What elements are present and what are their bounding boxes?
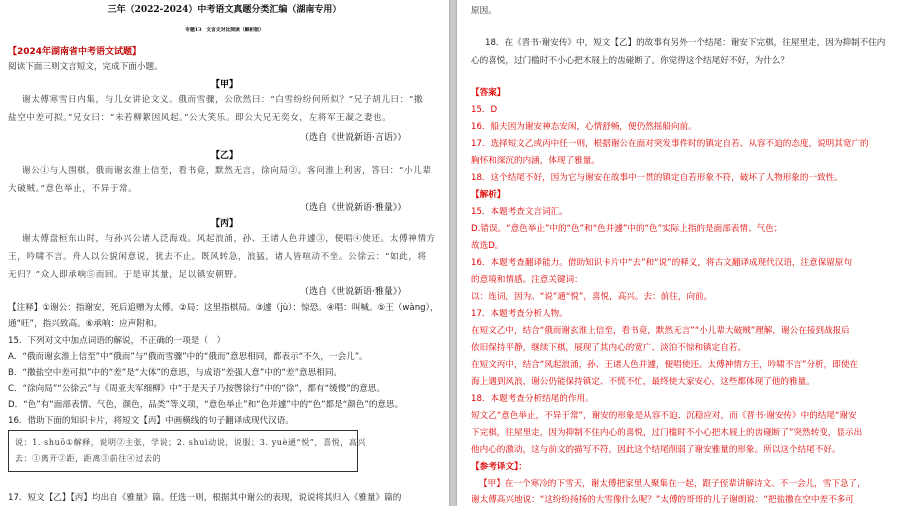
- translation-header: 【参考译文】：: [471, 462, 527, 472]
- question-15-option: D．“色”有“面部表情、气色，颜色，品类”等义项，“意色举止”和“色并遽”中的“色”都是“颜色”的意思。: [8, 400, 404, 410]
- document-subtitle: 专题13 文言文对比阅读（解析版）: [185, 27, 264, 33]
- passage-jia-source: （选自《世说新语·言语》）: [300, 133, 407, 143]
- analysis-line: D.错误。“意色举止”中的“色”和“色并遽”中的“色”实际上指的是面部表情、气色；: [471, 224, 783, 234]
- passage-yi-source: （选自《世说新语·雅量》）: [300, 203, 407, 213]
- analysis-line: 下完棋，往屋里走，因为抑制不住内心的喜悦，过门槛时不小心把木屐上的齿碰断了”突然转变，显示出: [471, 428, 863, 438]
- answer-line: 17．选择短文乙或丙中任一则，根据谢公在面对突发事件时的镇定自若、从容不迫的态度，说明其宽广的: [471, 139, 869, 149]
- question-17-continued: 原因。: [471, 6, 497, 16]
- analysis-line: 16．本题考查翻译能力。借助知识卡片中“去”和“说”的释义，将古文翻译成现代汉语，注意保留原句: [471, 258, 853, 268]
- analysis-line: 以：连词，因为。“说”通“悦”，喜悦，高兴。去：前往，向前。: [471, 292, 713, 302]
- passage-yi-line: 大破贼。”意色举止，不异于常。: [8, 184, 138, 194]
- knowledge-card: [8, 430, 367, 472]
- analysis-line: 短文乙“意色举止，不异于常”，谢安的形象是从容不迫、沉稳应对，而《晋书·谢安传》中的结尾“谢安: [471, 411, 857, 421]
- analysis-line: 17．本题考查分析人物。: [471, 309, 568, 319]
- passage-yi-line: 谢公①与人围棋，俄而谢玄淮上信至，看书竟，默然无言，徐向局②。客问淮上利害，答曰：“小儿辈: [22, 166, 432, 176]
- answer-line: 15．D: [471, 105, 498, 115]
- exam-source-tag: 【2024年湖南省中考语文试题】: [8, 47, 142, 57]
- answer-header: 【答案】: [471, 88, 506, 98]
- knowledge-card-line: 说：1. shuō①解释，说明②主张，学说；2. shuì动说，说服；3. yuè通“悦”，喜悦，高兴: [15, 438, 367, 447]
- annotation-line: 【注释】①谢公：指谢安，死后追赠为太傅。②局：这里指棋局。③遽（jù）：惊恐。④唱：叫喊。⑤王（wàng），: [8, 303, 439, 313]
- answer-line: 16．船夫因为谢安神态安闲，心情舒畅，便仍然摇船向前。: [471, 122, 697, 132]
- passage-bing-line: 无归？”众人即承响⑤而回。于是审其量，足以镇安朝野。: [8, 270, 243, 280]
- question-17: 17．短文【乙】【丙】均出自《雅量》篇。任选一则，根据其中谢公的表现，说说将其归入《雅量》篇的: [8, 493, 402, 503]
- answer-line: 胸怀和深沉的内涵，体现了雅量。: [471, 156, 600, 166]
- analysis-header: 【解析】: [471, 190, 506, 200]
- question-16: 16．借助下面的知识卡片，将短文【丙】中画横线的句子翻译成现代汉语。: [8, 416, 294, 426]
- answer-line: 18．这个结尾不好，因为它与谢安在故事中一贯的镇定自若形象不符，破坏了人物形象的一致性。: [471, 173, 843, 183]
- analysis-line: 故选D。: [471, 241, 504, 251]
- document-title: 三年（2022-2024）中考语文真题分类汇编（湖南专用）: [107, 5, 342, 15]
- passage-jia-label: 【甲】: [210, 80, 238, 90]
- right-page: [457, 0, 900, 506]
- analysis-line: 在短文丙中，结合“风起浪涌，孙、王诸人色并遽，便唱使还。太傅神情方王，吟啸不言”分析，即使在: [471, 360, 859, 370]
- analysis-line: 18．本题考查分析结尾的作用。: [471, 394, 594, 404]
- question-15-option: C．“徐向局”“公徐云”与《周亚夫军细柳》中“于是天子乃按辔徐行”中的“徐”，都有“缓慢”的意思。: [8, 384, 386, 394]
- passage-bing-line: 王，吟啸不言。舟人以公貌闲意说，犹去不止。既风转急，浪猛，诸人皆喧动不坐。公徐云：“如此，将: [8, 252, 427, 262]
- passage-jia-line: 谢太傅寒雪日内集，与儿女讲论文义。俄而雪骤，公欣然曰：“白雪纷纷何所似？”兄子胡儿曰：“撒: [22, 95, 424, 105]
- passage-jia-line: 盐空中差可拟。”兄女曰：“未若柳絮因风起。”公大笑乐。即公大兄无奕女，左将军王凝之妻也。: [8, 113, 392, 123]
- instruction: 阅读下面三则文言短文，完成下面小题。: [8, 62, 163, 72]
- passage-bing-source: （选自《世说新语·雅量》）: [300, 287, 407, 297]
- left-page: [0, 0, 449, 506]
- question-15: 15．下列对文中加点词语的解说，不正确的一项是（ ）: [8, 336, 226, 346]
- passage-bing-line: 谢太傅盘桓东山时，与孙兴公诸人泛海戏。风起浪涌，孙、王诸人色并遽③，便唱④使还。太傅神情方: [22, 234, 436, 244]
- analysis-line: 的意境和情感。注意关键词：: [471, 275, 583, 285]
- analysis-line: 他内心的激动，这与前文的描写不符，因此这个结尾削弱了谢安雅量的形象。所以这个结尾不好。: [471, 445, 841, 455]
- passage-bing-label: 【丙】: [210, 219, 238, 229]
- analysis-line: 在短文乙中，结合“俄而谢玄淮上信至，看书竟，默然无言”“小儿辈大破贼”理解，谢公在接到战报后: [471, 326, 850, 336]
- question-15-option: B．“撒盐空中差可拟”中的“差”是“大体”的意思，与成语“差强人意”中的“差”意思相同。: [8, 368, 343, 378]
- question-15-option: A．“俄而谢玄淮上信至”中“俄而”与“俄而雪骤”中的“俄而”意思相同，都表示“不久，一会儿”。: [8, 352, 368, 362]
- annotation-line: 通“旺”，指兴致高。⑥承响：应声附和。: [8, 319, 163, 329]
- knowledge-card-line: 去：①离开②距，距离③前往④过去的: [15, 454, 162, 463]
- analysis-line: 依旧保持平静，继续下棋，展现了其内心的宽广、淡泊不惊和镇定自若。: [471, 343, 747, 353]
- passage-yi-label: 【乙】: [210, 151, 238, 161]
- analysis-line: 15．本题考查文言词汇。: [471, 207, 568, 217]
- question-18-line: 心的喜悦，过门槛时不小心把木屐上的齿碰断了。你觉得这个结尾好不好，为什么？: [471, 56, 789, 66]
- translation-line: 谢太傅高兴地说：“这纷纷扬扬的大雪像什么呢？”太傅的哥哥的儿子谢朗说：“把盐撒在空中差不多可: [471, 495, 854, 505]
- analysis-line: 海上遇到风浪，谢公仍能保持镇定、不慌不忙，最终使大家安心，这些都体现了他的雅量。: [471, 377, 815, 387]
- question-18-line: 18．在《晋书·谢安传》中，短文【乙】的故事有另外一个结尾：谢安下完棋，往屋里走，因为抑制不住内: [485, 38, 886, 48]
- translation-line: 【甲】在一个寒冷的下雪天，谢太傅把家里人聚集在一起，跟子侄辈讲解诗文。不一会儿，雪下急了，: [479, 479, 866, 489]
